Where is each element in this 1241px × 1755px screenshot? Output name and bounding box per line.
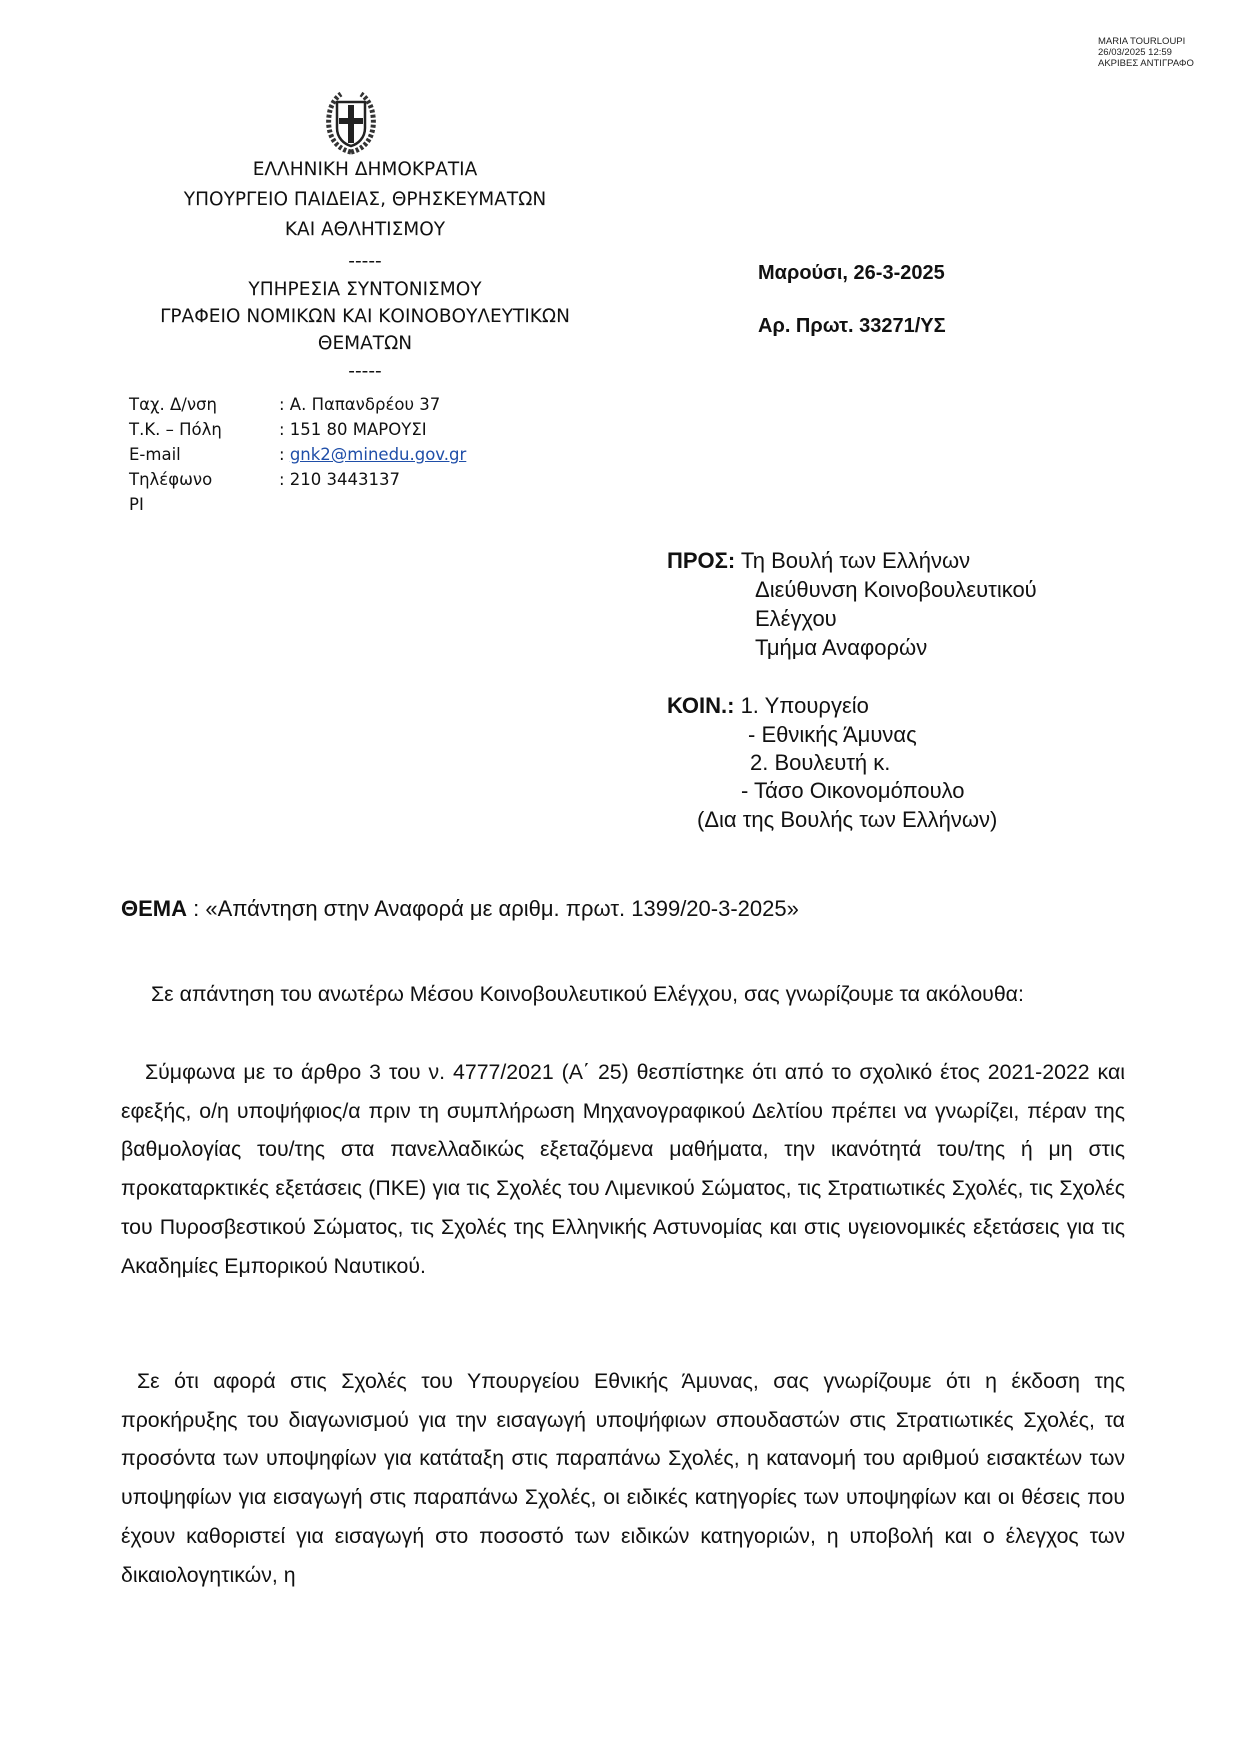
email-link[interactable]: gnk2@minedu.gov.gr <box>289 445 467 464</box>
contact-value: : 210 3443137 <box>279 470 401 489</box>
contact-label: PI <box>129 495 144 514</box>
contact-details <box>129 392 466 517</box>
contact-row-postcode <box>129 417 466 442</box>
contact-row-pi <box>129 492 466 517</box>
contact-row-address <box>129 392 466 417</box>
cc-line-1 <box>667 693 869 719</box>
contact-label: Ταχ. Δ/νση <box>129 395 217 414</box>
contact-value: : Α. Παπανδρέου 37 <box>279 395 441 414</box>
email-prefix: : <box>279 445 290 464</box>
contact-value <box>279 442 466 467</box>
cc-recipient: 1. Υπουργείο <box>740 693 869 718</box>
to-label: ΠΡΟΣ: <box>667 548 736 573</box>
contact-value: : 151 80 ΜΑΡΟΥΣΙ <box>279 420 427 439</box>
cc-line-4: - Τάσο Οικονομόπουλο <box>741 778 965 803</box>
to-recipient: Τη Βουλή των Ελλήνων <box>740 548 971 573</box>
to-line-3: Ελέγχου <box>755 606 837 631</box>
subject-text: : «Απάντηση στην Αναφορά με αριθμ. πρωτ. 1399/20-3-2025» <box>187 896 799 921</box>
to-line-4: Τμήμα Αναφορών <box>755 635 928 660</box>
body-paragraph-3 <box>121 1362 1125 1594</box>
header-line-4: ΥΠΗΡΕΣΙΑ ΣΥΝΤΟΝΙΣΜΟΥ <box>248 279 482 300</box>
protocol-number: Αρ. Πρωτ. 33271/ΥΣ <box>758 315 946 337</box>
stamp-note: ΑΚΡΙΒΕΣ ΑΝΤΙΓΡΑΦΟ <box>1098 58 1194 69</box>
header-separator-1: ----- <box>348 251 382 272</box>
body-paragraph-2 <box>121 1053 1125 1285</box>
paragraph-text: Σύμφωνα με το άρθρο 3 του ν. 4777/2021 (Α΄ 25) θεσπίστηκε ότι από το σχολικό έτος 2021-2022 και εφεξής, ο/η υποψήφιος/α πριν τη συμπλήρωση Μηχανογραφικού Δελτίου πρέπει να γνωρίζει, πέραν της βαθμολογίας του/της στα πανελλαδικώς εξεταζόμενα μαθήματα, την ικανότητά του/της ή μη στις προκαταρκτικές εξετάσεις (ΠΚΕ) για τις Σχολές του Λιμενικού Σώματος, τις Στρατιωτικές Σχολές, τις Σχολές του Πυροσβεστικού Σώματος, τις Σχολές της Ελληνικής Αστυνομίας και στις υγειονομικές εξετάσεις για τις Ακαδημίες Εμπορικού Ναυτικού. <box>121 1060 1125 1278</box>
contact-label: E-mail <box>129 445 181 464</box>
paragraph-text: Σε απάντηση του ανωτέρω Μέσου Κοινοβουλευτικού Ελέγχου, σας γνωρίζουμε τα ακόλουθα: <box>151 982 1024 1006</box>
cc-line-2: - Εθνικής Άμυνας <box>748 722 917 747</box>
header-line-2: ΥΠΟΥΡΓΕΙΟ ΠΑΙΔΕΙΑΣ, ΘΡΗΣΚΕΥΜΑΤΩΝ <box>183 189 547 210</box>
stamp-name: MARIA TOURLOUPI <box>1098 36 1186 47</box>
to-line-2: Διεύθυνση Κοινοβουλευτικού <box>755 577 1037 602</box>
coat-of-arms-icon <box>325 88 377 156</box>
cc-label: ΚΟΙΝ.: <box>667 693 735 718</box>
subject-label: ΘΕΜΑ <box>121 896 187 921</box>
paragraph-text: Σε ότι αφορά στις Σχολές του Υπουργείου Εθνικής Άμυνας, σας γνωρίζουμε ότι η έκδοση της προκήρυξης του διαγωνισμού για την εισαγωγή υποψήφιων σπουδαστών στις Στρατιωτικές Σχολές, τα προσόντα των υποψηφίων για κατάταξη στις παραπάνω Σχολές, η κατανομή του αριθμού εισακτέων των υποψηφίων για εισαγωγή στις παραπάνω Σχολές, οι ειδικές κατηγορίες των υποψηφίων και οι θέσεις που έχουν καθοριστεί για εισαγωγή στο ποσοστό των ειδικών κατηγοριών, η υποβολή και ο έλεγχος των δικαιολογητικών, η <box>121 1369 1125 1587</box>
cc-line-3: 2. Βουλευτή κ. <box>750 750 891 775</box>
stamp-datetime: 26/03/2025 12:59 <box>1098 47 1172 58</box>
header-line-6: ΘΕΜΑΤΩΝ <box>317 333 413 354</box>
document-date: Μαρούσι, 26-3-2025 <box>758 262 945 284</box>
header-separator-2: ----- <box>348 361 382 382</box>
contact-label: Τ.Κ. – Πόλη <box>129 420 222 439</box>
contact-label: Τηλέφωνο <box>129 470 213 489</box>
contact-row-phone <box>129 467 466 492</box>
to-line-1 <box>667 548 970 574</box>
contact-row-email <box>129 442 466 467</box>
subject-line <box>121 896 799 922</box>
header-line-3: ΚΑΙ ΑΘΛΗΤΙΣΜΟΥ <box>284 219 446 240</box>
header-line-5: ΓΡΑΦΕΙΟ ΝΟΜΙΚΩΝ ΚΑΙ ΚΟΙΝΟΒΟΥΛΕΥΤΙΚΩΝ <box>160 306 570 327</box>
header-line-1: ΕΛΛΗΝΙΚΗ ΔΗΜΟΚΡΑΤΙΑ <box>252 159 478 180</box>
cc-line-5: (Δια της Βουλής των Ελλήνων) <box>697 807 998 832</box>
signature-stamp <box>1098 36 1194 69</box>
body-paragraph-1 <box>121 975 1125 1014</box>
